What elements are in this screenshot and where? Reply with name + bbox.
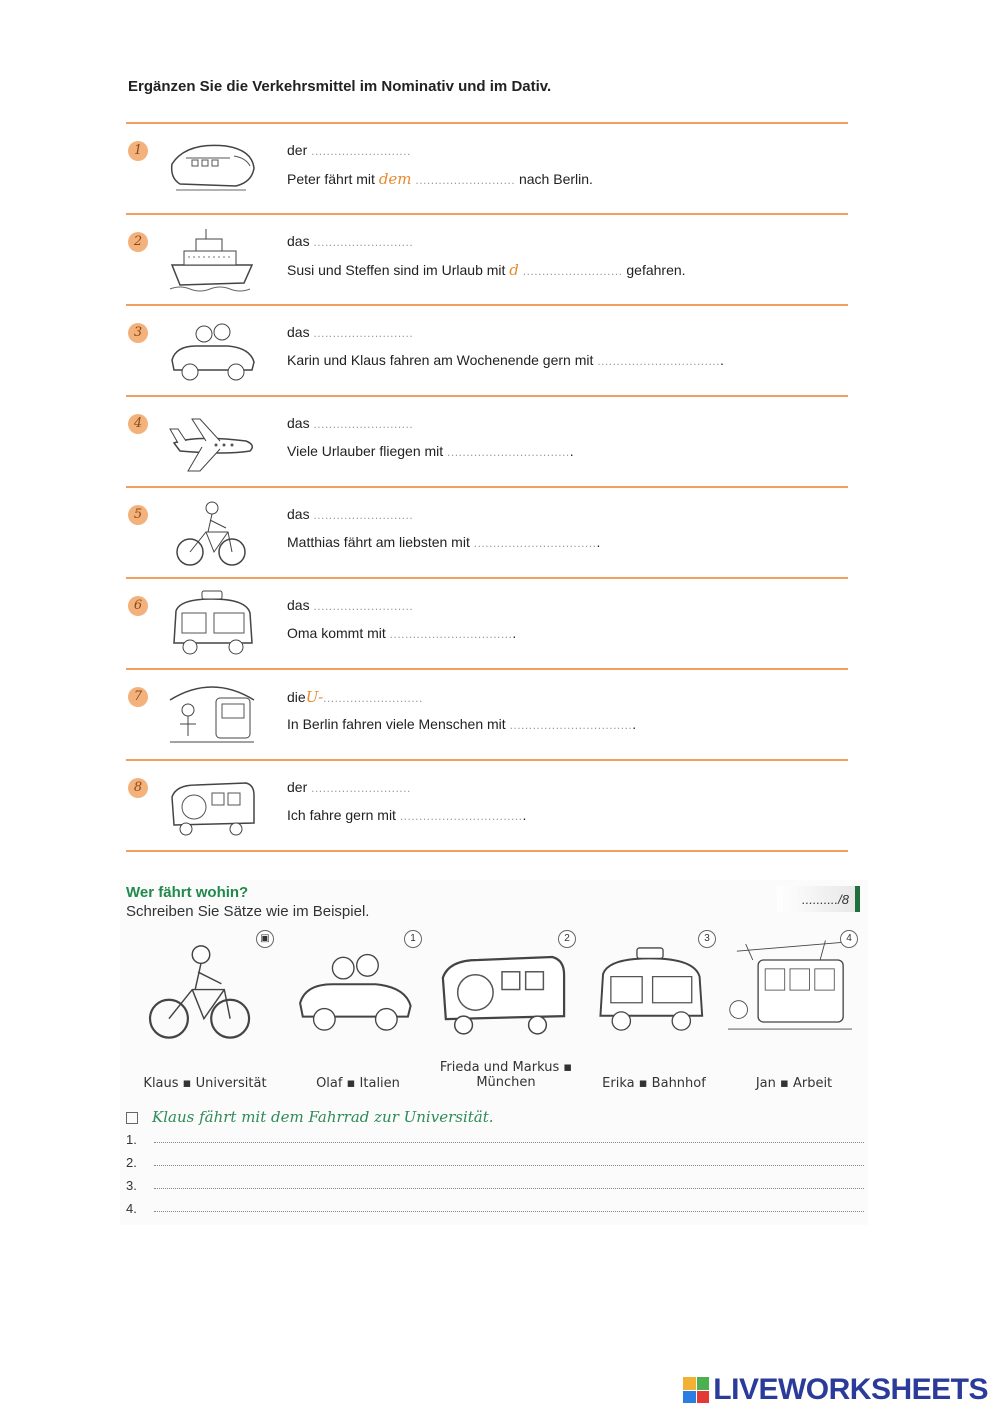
nominative-blank[interactable]: .......................... [313, 599, 414, 613]
article: der [287, 779, 308, 795]
nominative-line [287, 233, 413, 249]
item-number: 1 [128, 141, 148, 161]
handwritten-answer: dem [378, 170, 412, 188]
subway-icon [166, 680, 258, 750]
nominative-line [287, 597, 413, 613]
dative-line [287, 352, 724, 368]
sentence-end: . [569, 443, 574, 459]
exercise-2 [120, 880, 868, 1225]
nominative-line [287, 142, 411, 158]
example-sentence [126, 1108, 494, 1126]
picture-panel [586, 928, 722, 1100]
exercise-2-title: Wer fährt wohin? [126, 884, 249, 901]
panel-caption: Frieda und Markus ▪ München [439, 1060, 573, 1090]
item-number: 8 [128, 778, 148, 798]
exercise-row [126, 670, 848, 761]
answer-blank[interactable]: ................................ [597, 354, 720, 368]
picture-panel [430, 928, 582, 1100]
brand-mark-icon [683, 1377, 709, 1403]
nominative-blank[interactable]: .......................... [313, 235, 414, 249]
train-icon [166, 134, 258, 204]
airplane-icon [166, 407, 258, 477]
car-icon [166, 316, 258, 386]
answer-line[interactable] [126, 1132, 864, 1147]
nominative-blank[interactable]: .......................... [313, 417, 414, 431]
nominative-line [287, 415, 413, 431]
sentence-end: nach Berlin. [518, 171, 593, 187]
answer-blank[interactable]: ................................ [473, 536, 597, 550]
item-number: 6 [128, 596, 148, 616]
picture-panel [288, 928, 428, 1100]
answer-line-number: 3. [126, 1178, 137, 1193]
dative-line [287, 716, 636, 732]
exercise-2-subtitle: Schreiben Sie Sätze wie im Beispiel. [126, 903, 370, 920]
exercise-row [126, 397, 848, 488]
sentence-start: Matthias fährt am liebsten mit [287, 534, 470, 550]
sentence-end: . [596, 534, 601, 550]
panel-marker: 4 [840, 930, 858, 948]
score-box [777, 886, 860, 912]
article: das [287, 233, 310, 249]
item-number: 3 [128, 323, 148, 343]
exercise-row [126, 306, 848, 397]
answer-line[interactable] [126, 1155, 864, 1170]
answer-blank[interactable]: .......................... [522, 264, 623, 278]
answer-line-number: 1. [126, 1132, 137, 1147]
answer-line-dots[interactable] [154, 1211, 864, 1212]
bicycle-icon [166, 498, 258, 568]
sentence-end: gefahren. [626, 262, 686, 278]
ship-icon [166, 225, 258, 295]
nominative-blank[interactable]: .......................... [311, 144, 411, 158]
nominative-line [287, 506, 413, 522]
article: das [287, 597, 310, 613]
picture-panel [724, 928, 864, 1100]
nominative-blank[interactable]: .......................... [311, 781, 411, 795]
sentence-end: . [719, 352, 724, 368]
score-text: ........../8 [802, 892, 849, 907]
panel-marker: 3 [698, 930, 716, 948]
taxi-icon [166, 589, 258, 659]
article: die [287, 689, 306, 705]
nominative-line [287, 779, 411, 795]
nominative-blank[interactable]: .......................... [313, 508, 414, 522]
panel-caption: Olaf ▪ Italien [316, 1076, 400, 1091]
answer-line[interactable] [126, 1201, 864, 1216]
answer-line[interactable] [126, 1178, 864, 1193]
panel-marker: 2 [558, 930, 576, 948]
exercise-1 [126, 122, 848, 852]
dative-line [287, 443, 574, 459]
example-marker-icon [126, 1112, 138, 1124]
sentence-start: Karin und Klaus fahren am Wochenende gern mit [287, 352, 594, 368]
answer-line-number: 4. [126, 1201, 137, 1216]
panel-marker: 1 [404, 930, 422, 948]
exercise-instruction: Ergänzen Sie die Verkehrsmittel im Nominativ und im Dativ. [128, 78, 552, 95]
answer-line-dots[interactable] [154, 1142, 864, 1143]
answer-prefix: U- [305, 688, 324, 706]
dative-line [287, 807, 526, 823]
dative-line [287, 261, 686, 279]
item-number: 5 [128, 505, 148, 525]
brand-logo [683, 1374, 988, 1406]
nominative-line [287, 688, 423, 706]
brand-name: LIVEWORKSHEETS [713, 1373, 988, 1406]
nominative-blank[interactable]: .......................... [313, 326, 414, 340]
answer-line-number: 2. [126, 1155, 137, 1170]
handwritten-answer: d [509, 261, 519, 279]
sentence-start: Ich fahre gern mit [287, 807, 396, 823]
panel-caption: Erika ▪ Bahnhof [602, 1076, 706, 1091]
answer-blank[interactable]: ................................ [447, 445, 570, 459]
article: das [287, 324, 310, 340]
article: das [287, 415, 310, 431]
item-number: 4 [128, 414, 148, 434]
panel-marker: ▣ [256, 930, 274, 948]
example-text: Klaus fährt mit dem Fahrrad zur Universität. [152, 1108, 494, 1126]
sentence-start: Peter fährt mit [287, 171, 375, 187]
sentence-end: . [512, 625, 517, 641]
exercise-row [126, 579, 848, 670]
panel-caption: Jan ▪ Arbeit [755, 1076, 833, 1091]
answer-line-dots[interactable] [154, 1165, 864, 1166]
answer-blank[interactable]: ................................ [399, 809, 523, 823]
nominative-line [287, 324, 413, 340]
nominative-blank[interactable]: .......................... [323, 691, 423, 705]
picture-panel [130, 928, 280, 1100]
sentence-start: Susi und Steffen sind im Urlaub mit [287, 262, 506, 278]
article: der [287, 142, 308, 158]
sentence-start: Oma kommt mit [287, 625, 386, 641]
bus-icon [166, 771, 258, 841]
answer-blank[interactable]: .......................... [415, 173, 516, 187]
exercise-row [126, 124, 848, 215]
dative-line [287, 534, 600, 550]
answer-blank[interactable]: ................................ [509, 718, 633, 732]
sentence-end: . [632, 716, 637, 732]
answer-line-dots[interactable] [154, 1188, 864, 1189]
dative-line [287, 170, 593, 188]
article: das [287, 506, 310, 522]
item-number: 2 [128, 232, 148, 252]
item-number: 7 [128, 687, 148, 707]
answer-blank[interactable]: ................................ [389, 627, 513, 641]
exercise-row [126, 215, 848, 306]
dative-line [287, 625, 516, 641]
panel-caption: Klaus ▪ Universität [143, 1076, 267, 1091]
exercise-row [126, 761, 848, 852]
sentence-end: . [522, 807, 527, 823]
sentence-start: In Berlin fahren viele Menschen mit [287, 716, 506, 732]
sentence-start: Viele Urlauber fliegen mit [287, 443, 444, 459]
exercise-row [126, 488, 848, 579]
